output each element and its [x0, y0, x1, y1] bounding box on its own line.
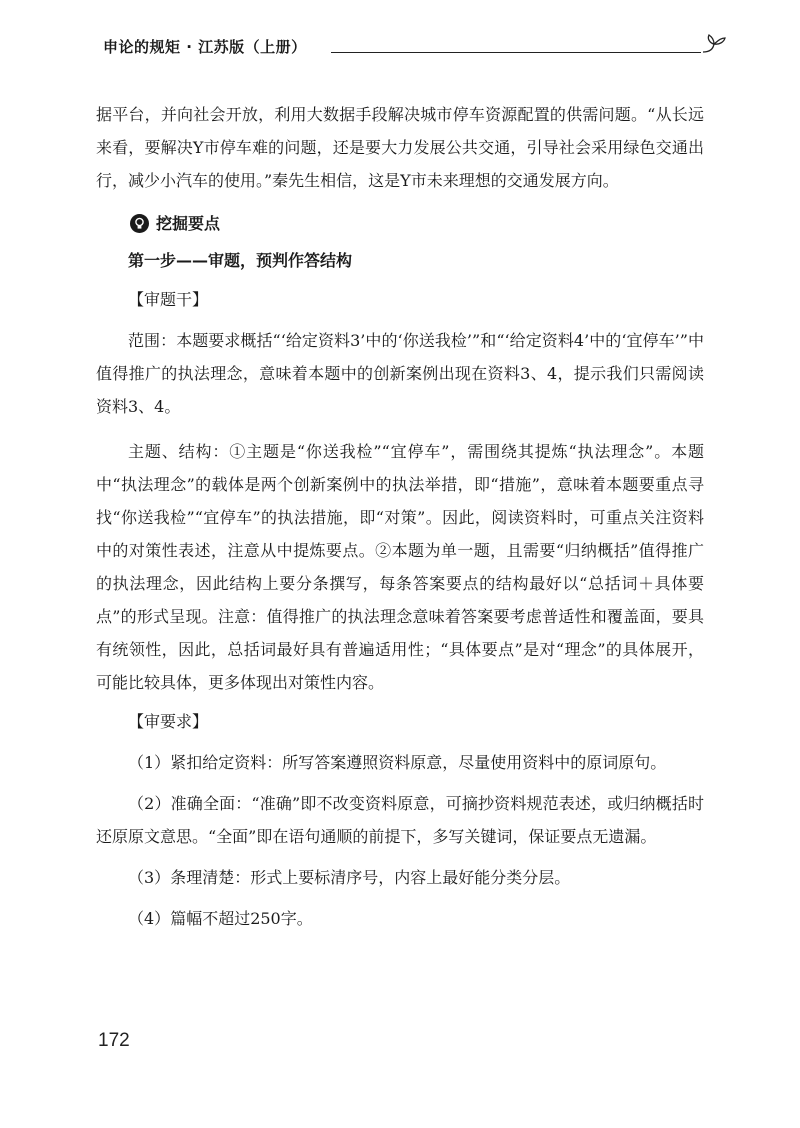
requirement-item [96, 902, 704, 935]
page-content [96, 98, 704, 935]
step-title: 第一步——审题，预判作答结构 [128, 251, 353, 270]
scope-paragraph [96, 324, 704, 423]
requirement-label-text: 紧扣给定资料： [170, 753, 283, 772]
theme-label: 主题、结构： [128, 442, 230, 461]
requirement-item [96, 746, 704, 779]
sprout-icon [701, 32, 727, 58]
requirement-item [96, 861, 704, 894]
requirement-label-text: 条理清楚： [170, 868, 251, 887]
intro-paragraph: 据平台，并向社会开放，利用大数据手段解决城市停车资源配置的供需问题。“从长远来看，要解决Y市停车难的问题，还是要大力发展公共交通，引导社会采用绿色交通出行，减少小汽车的使用。”秦先生相信，这是Y市未来理想的交通发展方向。 [96, 105, 704, 190]
requirement-label: 【审要求】 [128, 712, 209, 731]
requirement-number: （3） [128, 868, 171, 887]
scope-label: 范围： [128, 331, 177, 350]
page-number: 172 [98, 1030, 130, 1051]
section-heading [96, 207, 704, 240]
requirement-number: （2） [128, 794, 171, 813]
requirement-number: （4） [128, 909, 171, 928]
requirement-text: “准确”即不改变资料原意，可摘抄资料规范表述，或归纳概括时还原原文意思。“全面”即在语句通顺的前提下，多写关键词，保证要点无遗漏。 [96, 794, 704, 846]
lightbulb-icon [130, 214, 149, 233]
scope-text: 本题要求概括“‘给定资料3’中的‘你送我检’”和“‘给定资料4’中的‘宜停车’”中值得推广的执法理念，意味着本题中的创新案例出现在资料3、4，提示我们只需阅读资料3、4。 [96, 331, 704, 416]
stem-label: 【审题干】 [128, 290, 209, 309]
requirement-label-text: 准确全面： [170, 794, 252, 813]
book-title: 申论的规矩 · 江苏版（上册） [103, 38, 307, 56]
requirement-text: 所写答案遵照资料原意，尽量使用资料中的原词原句。 [282, 753, 667, 772]
header-rule [331, 52, 701, 53]
running-header [103, 30, 713, 60]
requirement-text: 篇幅不超过250字。 [170, 909, 313, 928]
theme-paragraph [96, 435, 704, 699]
requirement-number: （1） [128, 753, 171, 772]
requirement-item [96, 787, 704, 853]
section-title: 挖掘要点 [156, 214, 221, 233]
theme-text: ①主题是“你送我检”“宜停车”，需围绕其提炼“执法理念”。本题中“执法理念”的载体是两个创新案例中的执法举措，即“措施”，意味着本题要重点寻找“你送我检”“宜停车”的执法措施，即“对策”。因此，阅读资料时，可重点关注资料中的对策性表述，注意从中提炼要点。②本题为单一题，且需要“归纳概括”值得推广的执法理念，因此结构上要分条撰写，每条答案要点的结构最好以“总括词＋具体要点”的形式呈现。注意：值得推广的执法理念意味着答案要考虑普适性和覆盖面，要具有统领性，因此，总括词最好具有普遍适用性；“具体要点”是对“理念”的具体展开，可能比较具体，更多体现出对策性内容。 [96, 442, 704, 692]
requirement-text: 形式上要标清序号，内容上最好能分类分层。 [250, 868, 571, 887]
